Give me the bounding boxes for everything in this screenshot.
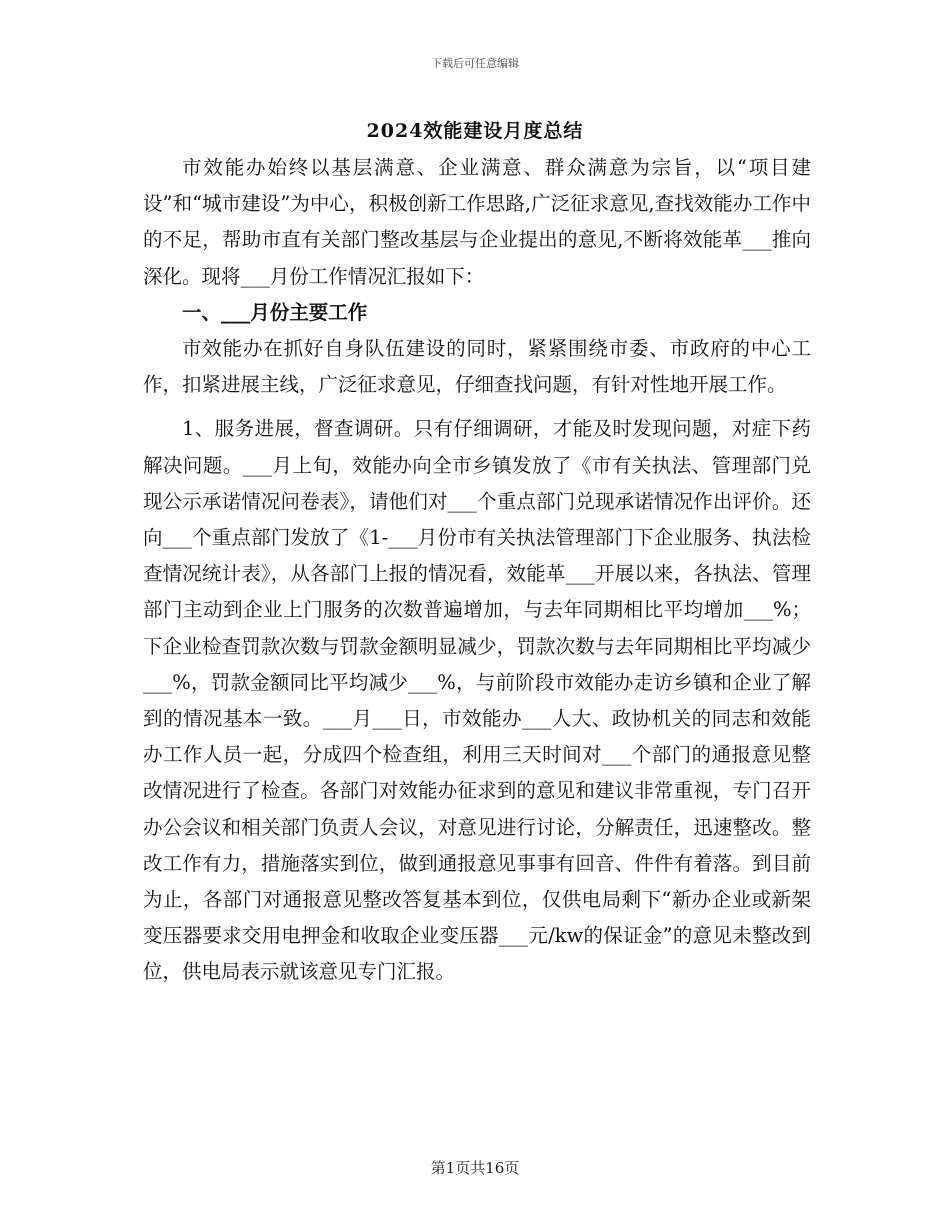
intro-paragraph: 市效能办始终以基层满意、企业满意、群众满意为宗旨，以“项目建设”和“城市建设”为中心，积极创新工作思路,广泛征求意见,查找效能办工作中的不足，帮助市直有关部门整改基层与企业提出的意见,不断将效能革___推向深化。现将___月份工作情况汇报如下： xyxy=(143,156,811,288)
section-heading: 一、___月份主要工作 xyxy=(182,300,368,324)
section-paragraph-1: 市效能办在抓好自身队伍建设的同时，紧紧围绕市委、市政府的中心工作，扣紧进展主线，广泛征求意见，仔细查找问题，有针对性地开展工作。 xyxy=(143,337,811,397)
page-title: 2024效能建设月度总结 xyxy=(366,120,584,142)
section-paragraph-2: 1、服务进展，督查调研。只有仔细调研，才能及时发现问题，对症下药解决问题。___月上旬，效能办向全市乡镇发放了《市有关执法、管理部门兑现公示承诺情况问卷表》，请他们对___个重点部门兑现承诺情况作出评价。还向___个重点部门发放了《1-___月份市有关执法管理部门下企业服务、执法检查情况统计表》，从各部门上报的情况看，效能革___开展以来，各执法、管理部门主动到企业上门服务的次数普遍增加，与去年同期相比平均增加___%；下企业检查罚款次数与罚款金额明显减少，罚款次数与去年同期相比平均减少___%，罚款金额同比平均减少___%，与前阶段市效能办走访乡镇和企业了解到的情况基本一致。___月___日，市效能办___人大、政协机关的同志和效能办工作人员一起，分成四个检查组，利用三天时间对___个部门的通报意见整改情况进行了检查。各部门对效能办征求到的意见和建议非常重视，专门召开办公会议和相关部门负责人会议，对意见进行讨论，分解责任，迅速整改。整改工作有力，措施落实到位，做到通报意见事事有回音、件件有着落。到目前为止，各部门对通报意见整改答复基本到位，仅供电局剩下“新办企业或新架变压器要求交用电押金和收取企业变压器___元/kw的保证金”的意见未整改到位，供电局表示就该意见专门汇报。 xyxy=(143,417,811,984)
header-note: 下载后可任意编辑 xyxy=(431,57,519,70)
document-body xyxy=(143,150,811,991)
page-number: 第1页共16页 xyxy=(430,1159,520,1177)
